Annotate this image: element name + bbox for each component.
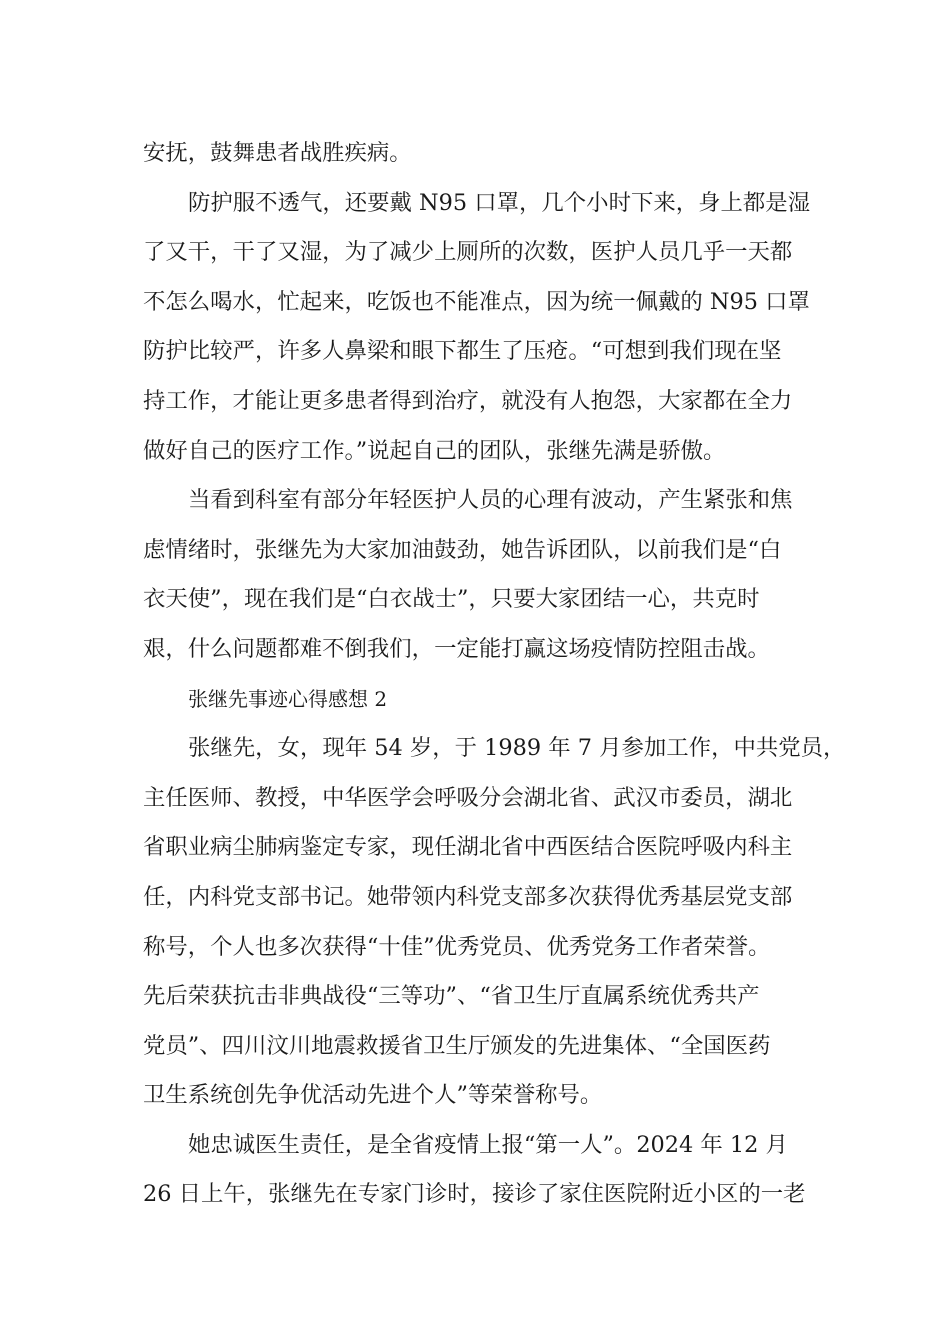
- text-line: 省职业病尘肺病鉴定专家，现任湖北省中西医结合医院呼吸内科主: [143, 834, 793, 861]
- text-line: 26 日上午，张继先在专家门诊时，接诊了家住医院附近小区的一老: [143, 1181, 806, 1208]
- document-body: [143, 129, 846, 1220]
- text-line: 任，内科党支部书记。她带领内科党支部多次获得优秀基层党支部: [143, 883, 793, 910]
- text-line: 称号，个人也多次获得“十佳”优秀党员、优秀党务工作者荣誉。: [143, 933, 771, 960]
- text-line: 不怎么喝水，忙起来，吃饭也不能准点，因为统一佩戴的 N95 口罩: [143, 288, 810, 315]
- text-line: 防护比较严，许多人鼻梁和眼下都生了压疮。“可想到我们现在坚: [143, 338, 782, 365]
- text-line: 防护服不透气，还要戴 N95 口罩，几个小时下来，身上都是湿: [188, 189, 811, 216]
- paragraph: [143, 1121, 813, 1220]
- text-line: 做好自己的医疗工作。”说起自己的团队，张继先满是骄傲。: [143, 437, 726, 464]
- paragraph: [143, 179, 813, 477]
- heading-line: 张继先事迹心得感想 2: [188, 686, 388, 711]
- text-line: 当看到科室有部分年轻医护人员的心理有波动，产生紧张和焦: [188, 487, 793, 514]
- text-line: 先后荣获抗击非典战役“三等功”、“省卫生厅直属系统优秀共产: [143, 983, 760, 1010]
- text-line: 安抚，鼓舞患者战胜疾病。: [143, 140, 412, 166]
- text-line: 主任医师、教授，中华医学会呼吸分会湖北省、武汉市委员，湖北: [143, 784, 793, 811]
- text-line: 她忠诚医生责任，是全省疫情上报“第一人”。2024 年 12 月: [188, 1131, 788, 1158]
- text-line: 张继先，女，现年 54 岁，于 1989 年 7 月参加工作，中共党员，: [188, 735, 846, 762]
- text-line: 虑情绪时，张继先为大家加油鼓劲，她告诉团队，以前我们是“白: [143, 536, 782, 563]
- text-line: 持工作，才能让更多患者得到治疗，就没有人抱怨，大家都在全力: [143, 387, 793, 414]
- text-line: 艰，什么问题都难不倒我们，一定能打赢这场疫情防控阻击战。: [143, 635, 770, 662]
- text-line: 党员”、四川汶川地震救援省卫生厅颁发的先进集体、“全国医药: [143, 1032, 771, 1059]
- text-line: 衣天使”，现在我们是“白衣战士”，只要大家团结一心，共克时: [143, 586, 760, 613]
- section-heading: [143, 675, 813, 725]
- text-line: 了又干，干了又湿，为了减少上厕所的次数，医护人员几乎一天都: [143, 239, 793, 266]
- paragraph: [143, 476, 813, 674]
- text-line: 卫生系统创先争优活动先进个人”等荣誉称号。: [143, 1082, 603, 1109]
- paragraph: [143, 724, 846, 1121]
- paragraph: [143, 129, 813, 179]
